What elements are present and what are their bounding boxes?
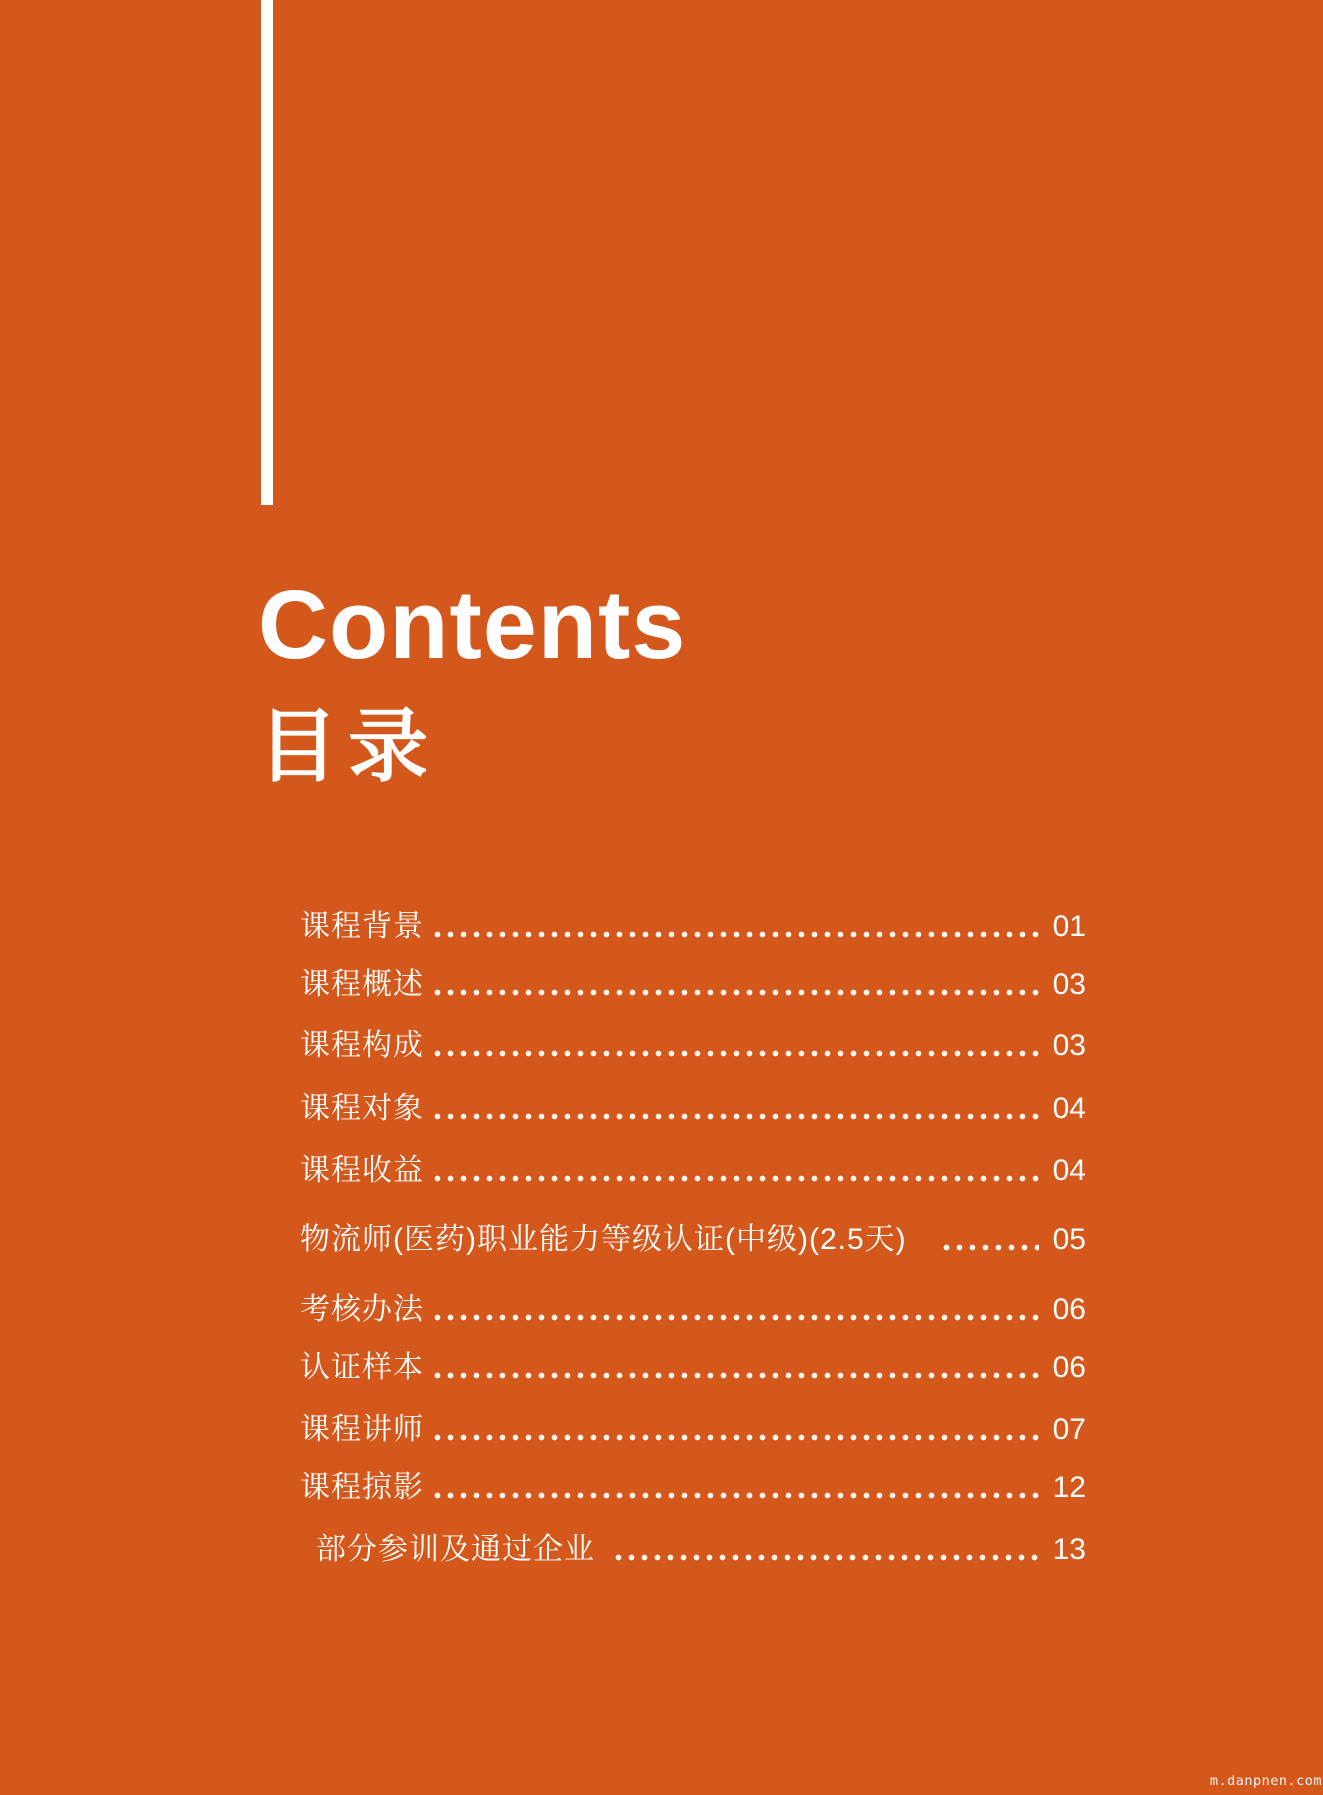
toc-item-label: 课程对象	[300, 1092, 424, 1125]
toc-item-page: 05	[1052, 1223, 1086, 1256]
dotted-leader	[434, 931, 1039, 938]
toc-item	[300, 1224, 1086, 1256]
toc-item	[300, 1155, 1086, 1187]
toc-item-label: 课程概述	[300, 968, 424, 1001]
toc-item	[300, 1352, 1086, 1384]
dotted-leader	[434, 989, 1039, 996]
toc-item-page: 06	[1052, 1293, 1086, 1326]
page-title-english: Contents	[258, 570, 687, 679]
dotted-leader	[615, 1554, 1039, 1561]
toc-item-label: 物流师(医药)职业能力等级认证(中级)(2.5天)	[300, 1223, 907, 1256]
dotted-leader	[434, 1492, 1039, 1499]
toc-item-page: 07	[1052, 1413, 1086, 1446]
toc-item-label: 部分参训及通过企业	[316, 1533, 595, 1566]
toc-item-label: 课程讲师	[300, 1413, 424, 1446]
dotted-leader	[434, 1372, 1039, 1379]
toc-item-page: 04	[1052, 1092, 1086, 1125]
toc-item-label: 考核办法	[300, 1293, 424, 1326]
page-title-chinese: 目录	[258, 702, 438, 791]
toc-item	[300, 911, 1086, 943]
toc-item-page: 06	[1052, 1351, 1086, 1384]
toc-item-page: 12	[1052, 1471, 1086, 1504]
toc-item	[300, 969, 1086, 1001]
toc-item	[300, 1534, 1086, 1566]
toc-item-page: 03	[1052, 968, 1086, 1001]
accent-bar	[261, 0, 273, 505]
dotted-leader	[434, 1175, 1039, 1182]
watermark-url-text: m.danpnen.com	[1209, 1773, 1322, 1789]
toc-item-label: 课程掠影	[300, 1471, 424, 1504]
toc-item	[300, 1472, 1086, 1504]
toc-item-label: 认证样本	[300, 1351, 424, 1384]
toc-item-page: 01	[1052, 910, 1086, 943]
toc-item-page: 13	[1052, 1533, 1086, 1566]
toc-item	[300, 1030, 1086, 1062]
toc-item-label: 课程收益	[300, 1154, 424, 1187]
toc-item	[300, 1093, 1086, 1125]
dotted-leader	[943, 1244, 1039, 1251]
dotted-leader	[434, 1113, 1039, 1120]
toc-item-page: 03	[1052, 1029, 1086, 1062]
toc-item-label: 课程背景	[300, 910, 424, 943]
toc-item	[300, 1294, 1086, 1326]
toc-item-label: 课程构成	[300, 1029, 424, 1062]
dotted-leader	[434, 1050, 1039, 1057]
dotted-leader	[434, 1434, 1039, 1441]
toc-list	[300, 911, 1086, 1566]
toc-item-page: 04	[1052, 1154, 1086, 1187]
page-title-block	[258, 570, 687, 791]
toc-item	[300, 1414, 1086, 1446]
dotted-leader	[434, 1314, 1039, 1321]
